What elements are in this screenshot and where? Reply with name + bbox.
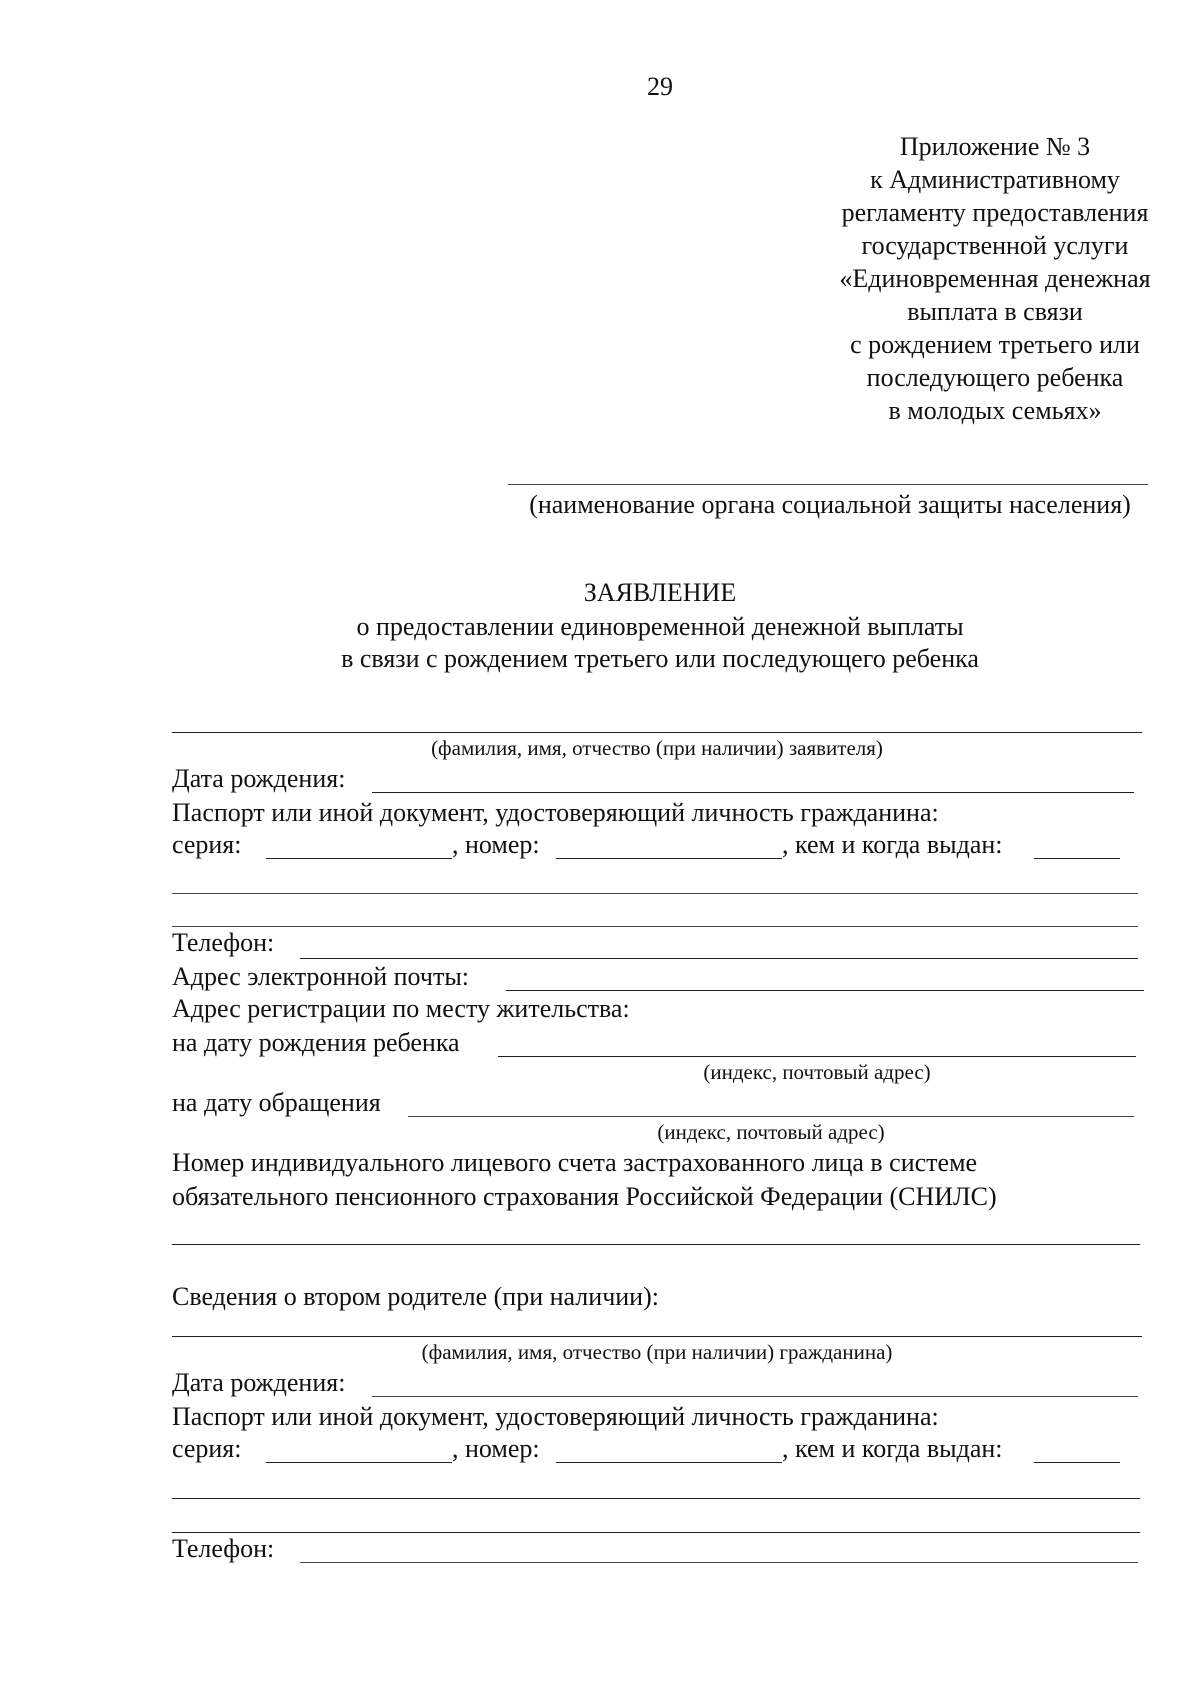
passport-number-field[interactable]: [556, 858, 782, 859]
authority-caption: (наименование органа социальной защиты населения): [529, 490, 1131, 519]
series-label: серия:: [172, 830, 242, 859]
appendix-line: к Административному: [870, 165, 1120, 194]
second-parent-name-field[interactable]: [172, 1336, 1142, 1337]
snils-label: Номер индивидуального лицевого счета застрахованного лица в системе: [172, 1148, 978, 1177]
appendix-line: регламенту предоставления: [841, 198, 1149, 227]
snils-field[interactable]: [172, 1244, 1140, 1245]
request-date-address-caption: (индекс, почтовый адрес): [657, 1120, 885, 1144]
second-parent-birth-date-field[interactable]: [372, 1396, 1138, 1397]
page-number: 29: [647, 72, 673, 101]
second-parent-phone-field[interactable]: [300, 1562, 1138, 1563]
birth-date-address-label: на дату рождения ребенка: [172, 1028, 460, 1057]
email-label: Адрес электронной почты:: [172, 962, 470, 991]
second-parent-issued-line[interactable]: [172, 1532, 1140, 1533]
phone-field[interactable]: [300, 958, 1138, 959]
appendix-line: выплата в связи: [907, 297, 1083, 326]
second-parent-number-label: , номер:: [452, 1434, 540, 1463]
birth-date-address-caption: (индекс, почтовый адрес): [703, 1060, 931, 1084]
passport-series-field[interactable]: [266, 858, 452, 859]
issued-label: , кем и когда выдан:: [782, 830, 1003, 859]
title-subline: в связи с рождением третьего или последующего ребенка: [341, 644, 979, 673]
second-parent-series-label: серия:: [172, 1434, 242, 1463]
second-parent-number-field[interactable]: [556, 1462, 782, 1463]
passport-label: Паспорт или иной документ, удостоверяющий личность гражданина:: [172, 798, 939, 827]
passport-issued-line[interactable]: [172, 926, 1138, 927]
applicant-name-field[interactable]: [172, 732, 1142, 733]
appendix-block: [790, 130, 1200, 427]
appendix-line: «Единовременная денежная: [839, 264, 1151, 293]
appendix-line: Приложение № 3: [899, 132, 1091, 161]
birth-date-label: Дата рождения:: [172, 764, 346, 793]
snils-label: обязательного пенсионного страхования Российской Федерации (СНИЛС): [172, 1182, 997, 1211]
appendix-line: в молодых семьях»: [888, 396, 1102, 425]
second-parent-heading: Сведения о втором родителе (при наличии):: [172, 1282, 659, 1311]
second-parent-phone-label: Телефон:: [172, 1534, 275, 1563]
second-parent-issued-label: , кем и когда выдан:: [782, 1434, 1003, 1463]
phone-label: Телефон:: [172, 928, 275, 957]
second-parent-name-caption: (фамилия, имя, отчество (при наличии) гражданина): [421, 1340, 893, 1364]
registration-label: Адрес регистрации по месту жительства:: [172, 994, 630, 1023]
second-parent-series-field[interactable]: [266, 1462, 452, 1463]
second-parent-passport-label: Паспорт или иной документ, удостоверяющий личность гражданина:: [172, 1402, 939, 1431]
second-parent-issued-line[interactable]: [172, 1498, 1140, 1499]
authority-field[interactable]: [508, 484, 1148, 485]
second-parent-birth-date-label: Дата рождения:: [172, 1368, 346, 1397]
passport-issued-field[interactable]: [1034, 858, 1120, 859]
birth-date-field[interactable]: [372, 792, 1134, 793]
email-field[interactable]: [506, 990, 1144, 991]
passport-issued-line[interactable]: [172, 893, 1138, 894]
second-parent-issued-field[interactable]: [1034, 1462, 1120, 1463]
title-subline: о предоставлении единовременной денежной выплаты: [356, 612, 964, 641]
appendix-line: последующего ребенка: [866, 363, 1124, 392]
number-label: , номер:: [452, 830, 540, 859]
appendix-line: с рождением третьего или: [850, 330, 1140, 359]
birth-date-address-field[interactable]: [498, 1056, 1136, 1057]
appendix-line: государственной услуги: [861, 231, 1129, 260]
request-date-address-label: на дату обращения: [172, 1088, 381, 1117]
applicant-name-caption: (фамилия, имя, отчество (при наличии) заявителя): [431, 736, 883, 760]
document-title: ЗАЯВЛЕНИЕ: [583, 578, 737, 607]
request-date-address-field[interactable]: [408, 1116, 1134, 1117]
